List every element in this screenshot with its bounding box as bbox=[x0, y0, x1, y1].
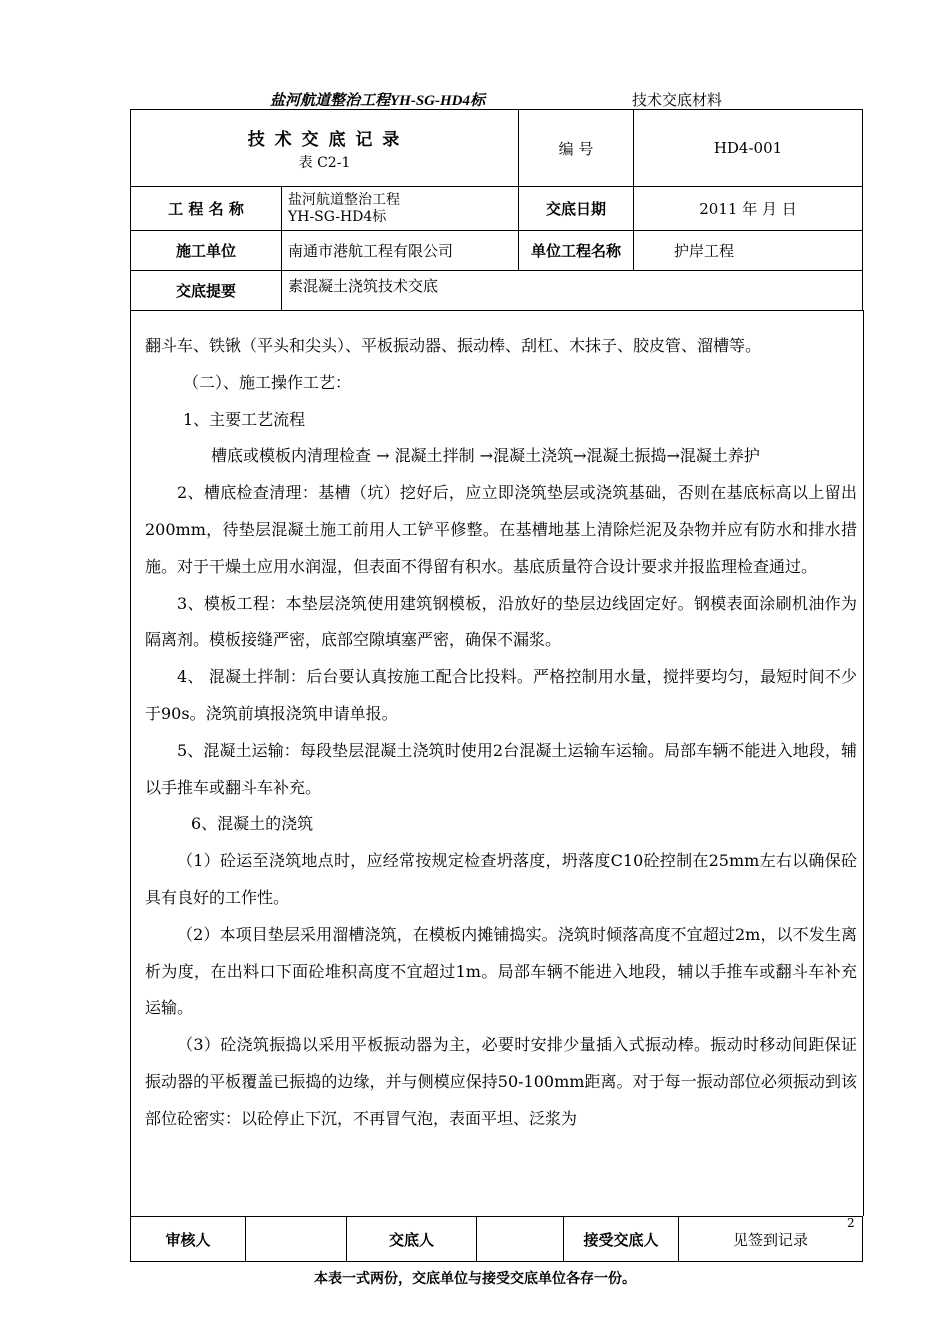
unit-project-label: 单位工程名称 bbox=[519, 231, 634, 271]
project-title: 盐河航道整治工程YH-SG-HD4标 bbox=[270, 93, 485, 109]
header-form-table bbox=[130, 109, 863, 311]
date-label: 交底日期 bbox=[519, 187, 634, 231]
paragraph: 3、模板工程：本垫层浇筑使用建筑钢模板，沿放好的垫层边线固定好。钢模表面涂刷机油作为隔离剂。模板接缝严密，底部空隙填塞严密，确保不漏浆。 bbox=[145, 593, 857, 650]
paragraph: 翻斗车、铁锹（平头和尖头）、平板振动器、振动棒、刮杠、木抹子、胶皮管、溜槽等。 bbox=[145, 336, 762, 355]
unit-project-value: 护岸工程 bbox=[634, 231, 863, 271]
process-flow: 槽底或模板内清理检查 → 混凝土拌制 →混凝土浇筑→混凝土振捣→混凝土养护 bbox=[211, 446, 760, 466]
number-value: HD4-001 bbox=[634, 110, 863, 187]
paragraph: （1）砼运至浇筑地点时，应经常按规定检查坍落度，坍落度C10砼控制在25mm左右以确保砼具有良好的工作性。 bbox=[145, 851, 857, 907]
paragraph: （2）本项目垫层采用溜槽浇筑，在模板内摊铺捣实。浇筑时倾落高度不宜超过2m，以不发生离析为度，在出料口下面砼堆积高度不宜超过1m。局部车辆不能进入地段，辅以手推车或翻斗车补充运输。 bbox=[145, 924, 857, 1018]
paragraph: （3）砼浇筑振捣以采用平板振动器为主，必要时安排少量插入式振动棒。振动时移动间距保证振动器的平板覆盖已振捣的边缘，并与侧模应保持50-100mm距离。对于每一振动部位必须振动到该部位砼密实：以砼停止下沉，不再冒气泡，表面平坦、泛浆为 bbox=[145, 1035, 857, 1128]
reviewer-label: 审核人 bbox=[131, 1217, 246, 1262]
project-name-line1: 盐河航道整治工程 bbox=[288, 191, 400, 208]
summary-value: 素混凝土浇筑技术交底 bbox=[282, 271, 863, 311]
project-name-line2: YH-SG-HD4标 bbox=[288, 208, 387, 225]
date-value: 2011 年 月 日 bbox=[634, 187, 863, 231]
discloser-value bbox=[477, 1217, 564, 1262]
project-name-label: 工 程 名 称 bbox=[131, 187, 282, 231]
form-number: 表 C2-1 bbox=[298, 154, 351, 171]
discloser-label: 交底人 bbox=[347, 1217, 477, 1262]
number-label: 编 号 bbox=[519, 110, 634, 187]
paragraph: 6、混凝土的浇筑 bbox=[191, 814, 314, 834]
receiver-value: 见签到记录 bbox=[679, 1217, 863, 1262]
contractor-label: 施工单位 bbox=[131, 231, 282, 271]
signoff-table bbox=[130, 1216, 863, 1262]
paragraph: （二）、施工操作工艺： bbox=[183, 372, 352, 392]
page-number: 2 bbox=[847, 1216, 855, 1230]
form-title: 技 术 交 底 记 录 bbox=[247, 129, 402, 150]
project-name-value bbox=[282, 187, 519, 231]
paragraph: 2、槽底检查清理：基槽（坑）挖好后，应立即浇筑垫层或浇筑基础，否则在基底标高以上留出200mm，待垫层混凝土施工前用人工铲平修整。在基槽地基上清除烂泥及杂物并应有防水和排水措施。对于干燥土应用水润湿，但表面不得留有积水。基底质量符合设计要求并报监理检查通过。 bbox=[145, 483, 857, 576]
footer-note: 本表一式两份，交底单位与接受交底单位各存一份。 bbox=[314, 1271, 636, 1287]
form-title-cell bbox=[131, 110, 519, 187]
receiver-label: 接受交底人 bbox=[564, 1217, 679, 1262]
doc-type: 技术交底材料 bbox=[632, 91, 723, 109]
reviewer-value bbox=[246, 1217, 347, 1262]
paragraph: 5、混凝土运输：每段垫层混凝土浇筑时使用2台混凝土运输车运输。局部车辆不能进入地段，辅以手推车或翻斗车补充。 bbox=[145, 740, 857, 797]
summary-label: 交底提要 bbox=[131, 271, 282, 311]
paragraph: 4、 混凝土拌制：后台要认真按施工配合比投料。严格控制用水量，搅拌要均匀，最短时间不少于90s。浇筑前填报浇筑申请单报。 bbox=[145, 667, 857, 723]
paragraph: 1、主要工艺流程 bbox=[183, 409, 306, 429]
disclosure-body bbox=[145, 328, 857, 1138]
contractor-value: 南通市港航工程有限公司 bbox=[282, 231, 519, 271]
